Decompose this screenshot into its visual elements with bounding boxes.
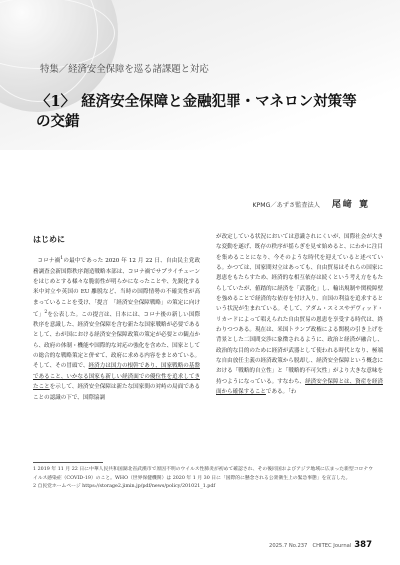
page-footer: [269, 540, 372, 550]
footnote-ref: 2: [44, 309, 48, 315]
footnote: 2 自民党ホームページ https://storage2.jimin.jp/pdf/news/policy/201021_1.pdf: [33, 484, 216, 489]
body-column-right: [216, 232, 383, 398]
text-run: が改定している状況においては意識されにくいが、国際社会が大きな変動を遂げ、既存の秩序が揺らぎを見せ始めると、にわかに注目を集めることになり、今そのような時代を迎えていると述べている。かつては、国家間対立はあっても、自由貿易はそれらの国家に恩恵をもたらすため、経済的な相互依存は続くという考え方をもたらしていたが、値踏的に経済を「武器化」し、輸出規制や関税障壁を強めることで経済的な依存を付け入り、自国の利益を追求するという状況が生まれている。そして、アダム・スミスやデヴィッド・リカードによって唱えられた自由貿易の恩恵を享受する時代は、終わりつつある。現在は、米国トランプ政権による関税の引き上げを背景とした二国間交渉に象徴されるように、政治と経済が融合し、政治的な目的のために経済が武器として使われる時代となり、極端な自由放任主義の経済政策から脱却し、経済安全保障という概念における「戦略的自立性」と「戦略的不可欠性」がより大きな意味を持つようになっている。すなわち、: [216, 234, 383, 385]
article-header: [0, 0, 400, 150]
footnotes: [33, 466, 373, 492]
title-line-2: の交錯: [36, 113, 80, 130]
text-run: である。「わ: [265, 389, 297, 396]
paragraph: [216, 232, 383, 398]
author-line: [252, 197, 370, 210]
text-run: コロナ禍: [37, 258, 61, 265]
globe-parallel: [0, 0, 115, 69]
text-run: を示して、経済安全保障は新たな国家間の対峙の局面であることの認識の下で、国際協調: [33, 384, 201, 401]
footnote-ref: 1: [60, 256, 64, 262]
underlined-text: 経済力は国力の根幹であり、国家戦略の基盤であること、いかなる国家も新しい経済面での優位性を追求してきたこと: [33, 363, 200, 391]
page-number: 387: [354, 540, 372, 550]
author-affiliation: KPMG／あずさ監査法人: [252, 202, 320, 209]
footnote-divider: [33, 462, 103, 463]
footnote: 1 2019 年 11 月 22 日に中華人民共和国湖北省武漢市で原因不明のウイルス性肺炎が初めて確認され、その後同国およびアジア地域に広まった新型コロナウイルス感染症（COVID-19）のこと。WHO（世界保健機関）は 2020 年 1 月 30 日に「国際的に懸念される公衆衛生上の緊急事態」を宣言した。: [33, 467, 373, 481]
section-heading: はじめに: [33, 235, 65, 244]
title-line-1: 経済安全保障と金融犯罪・マネロン対策等: [81, 93, 357, 110]
text-run: の最中であった 2020 年 12 月 22 日、自由民主党政務調査会新国際秩序創造戦略本部は、コロナ禍でサプライチェーンをはじめとする様々な脆弱性が明らかになったことや、先鋭化する米中対立や英国の EU 離脱など、当時の国際情勢の不確実性が高まっていることを受け、「提言 「経済安全保障戦略」の策定に向けて」: [33, 258, 200, 318]
body-column-left: [33, 232, 200, 403]
title-number: 〈1〉: [36, 93, 76, 110]
journal-info: 2025.7 No.237 CHITEC Journal: [269, 543, 352, 549]
page-title: [36, 92, 376, 132]
series-label: 特集／経済安全保障を巡る諸課題と対応: [40, 64, 209, 75]
text-run: を公表した。この提言は、日本には、コロナ後の新しい国際秩序を意識した、経済安全保障を含む新たな国家戦略が必要であるとして、わが国における経済安全保障政策の策定が必要との観点から、政府の体制・機能や国際的な対応の強化を含めた、国家としての総合的な戦略策定と併せて、政府に求める内容をまとめている。そして、その冒頭で、: [33, 311, 201, 370]
underlined-text: 経済安全保障とは、資産を経済面から確保すること: [216, 378, 383, 396]
author-name: 尾﨑 寛: [331, 200, 370, 210]
paragraph: [33, 254, 200, 403]
